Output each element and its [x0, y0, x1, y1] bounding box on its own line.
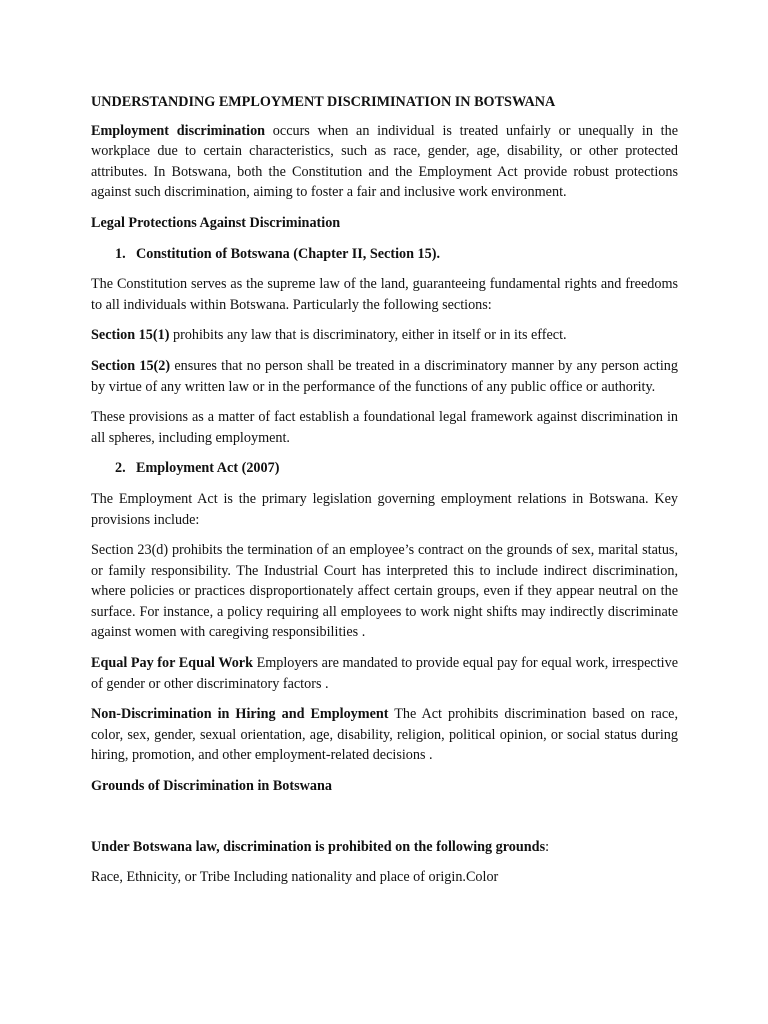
list-number: 1. [115, 245, 126, 262]
employment-act-paragraph: The Employment Act is the primary legislation governing employment relations in Botswana. Key provisions include: [91, 490, 678, 528]
section-15-1-text: prohibits any law that is discriminatory, either in itself or in its effect. [169, 327, 567, 344]
under-law-term: Under Botswana law, discrimination is prohibited on the following grounds [91, 838, 546, 855]
list-item-label: Employment Act (2007) [136, 460, 280, 477]
list-item-employment-act [91, 458, 678, 479]
non-discrimination-term: Non-Discrimination in Hiring and Employment [91, 706, 389, 723]
grounds-heading: Grounds of Discrimination in Botswana [91, 778, 332, 795]
provisions-paragraph: These provisions as a matter of fact establish a foundational legal framework against discrimination in all spheres, including employment. [91, 409, 678, 446]
equal-pay-term: Equal Pay for Equal Work [91, 655, 253, 672]
section-23-paragraph: Section 23(d) prohibits the termination of an employee’s contract on the grounds of sex, marital status, or family responsibility. The Industrial Court has interpreted this to include indirect discrimination, where policies or practices disproportionately affect certain groups, even if they appear neutral on the surface. For instance, a policy requiring all employees to work night shifts may indirectly discriminate against women with caregiving responsibilities . [91, 542, 678, 641]
blank-line [91, 807, 678, 837]
document-title: UNDERSTANDING EMPLOYMENT DISCRIMINATION IN BOTSWANA [91, 94, 556, 110]
intro-term: Employment discrimination [91, 122, 266, 139]
section-15-1-paragraph [91, 325, 678, 346]
intro-text: occurs when an individual is treated unfairly or unequally in the workplace due to certain characteristics, such as race, gender, age, disability, or other protected attributes. In Botswana, both the Constitution and the Employment Act provide robust protections against such discrimination, aiming to foster a fair and inclusive work environment. [91, 122, 678, 201]
list-item-constitution [91, 244, 678, 265]
section-15-2-text: ensures that no person shall be treated in a discriminatory manner by any person acting by virtue of any written law or in the performance of the functions of any public office or authority. [91, 357, 678, 395]
equal-pay-text: Employers are mandated to provide equal pay for equal work, irrespective of gender or other discriminatory factors . [91, 655, 678, 692]
list-item-label: Constitution of Botswana (Chapter II, Section 15). [136, 245, 440, 262]
under-law-text: : [545, 838, 550, 855]
intro-paragraph [91, 121, 678, 203]
section-15-1-term: Section 15(1) [91, 327, 170, 344]
non-discrimination-paragraph [91, 704, 678, 766]
constitution-paragraph: The Constitution serves as the supreme law of the land, guaranteeing fundamental rights and freedoms to all individuals within Botswana. Particularly the following sections: [91, 276, 678, 313]
list-number: 2. [115, 460, 126, 477]
under-law-paragraph [91, 837, 678, 858]
non-discrimination-text: The Act prohibits discrimination based on race, color, sex, gender, sexual orientation, age, disability, religion, political opinion, or social status during hiring, promotion, and other employment-related decisions . [91, 706, 678, 764]
race-line: Race, Ethnicity, or Tribe Including nationality and place of origin.Color [91, 869, 499, 886]
section-15-2-term: Section 15(2) [91, 357, 171, 374]
section-15-2-paragraph [91, 356, 678, 397]
legal-protections-heading: Legal Protections Against Discrimination [91, 214, 341, 231]
equal-pay-paragraph [91, 653, 678, 694]
